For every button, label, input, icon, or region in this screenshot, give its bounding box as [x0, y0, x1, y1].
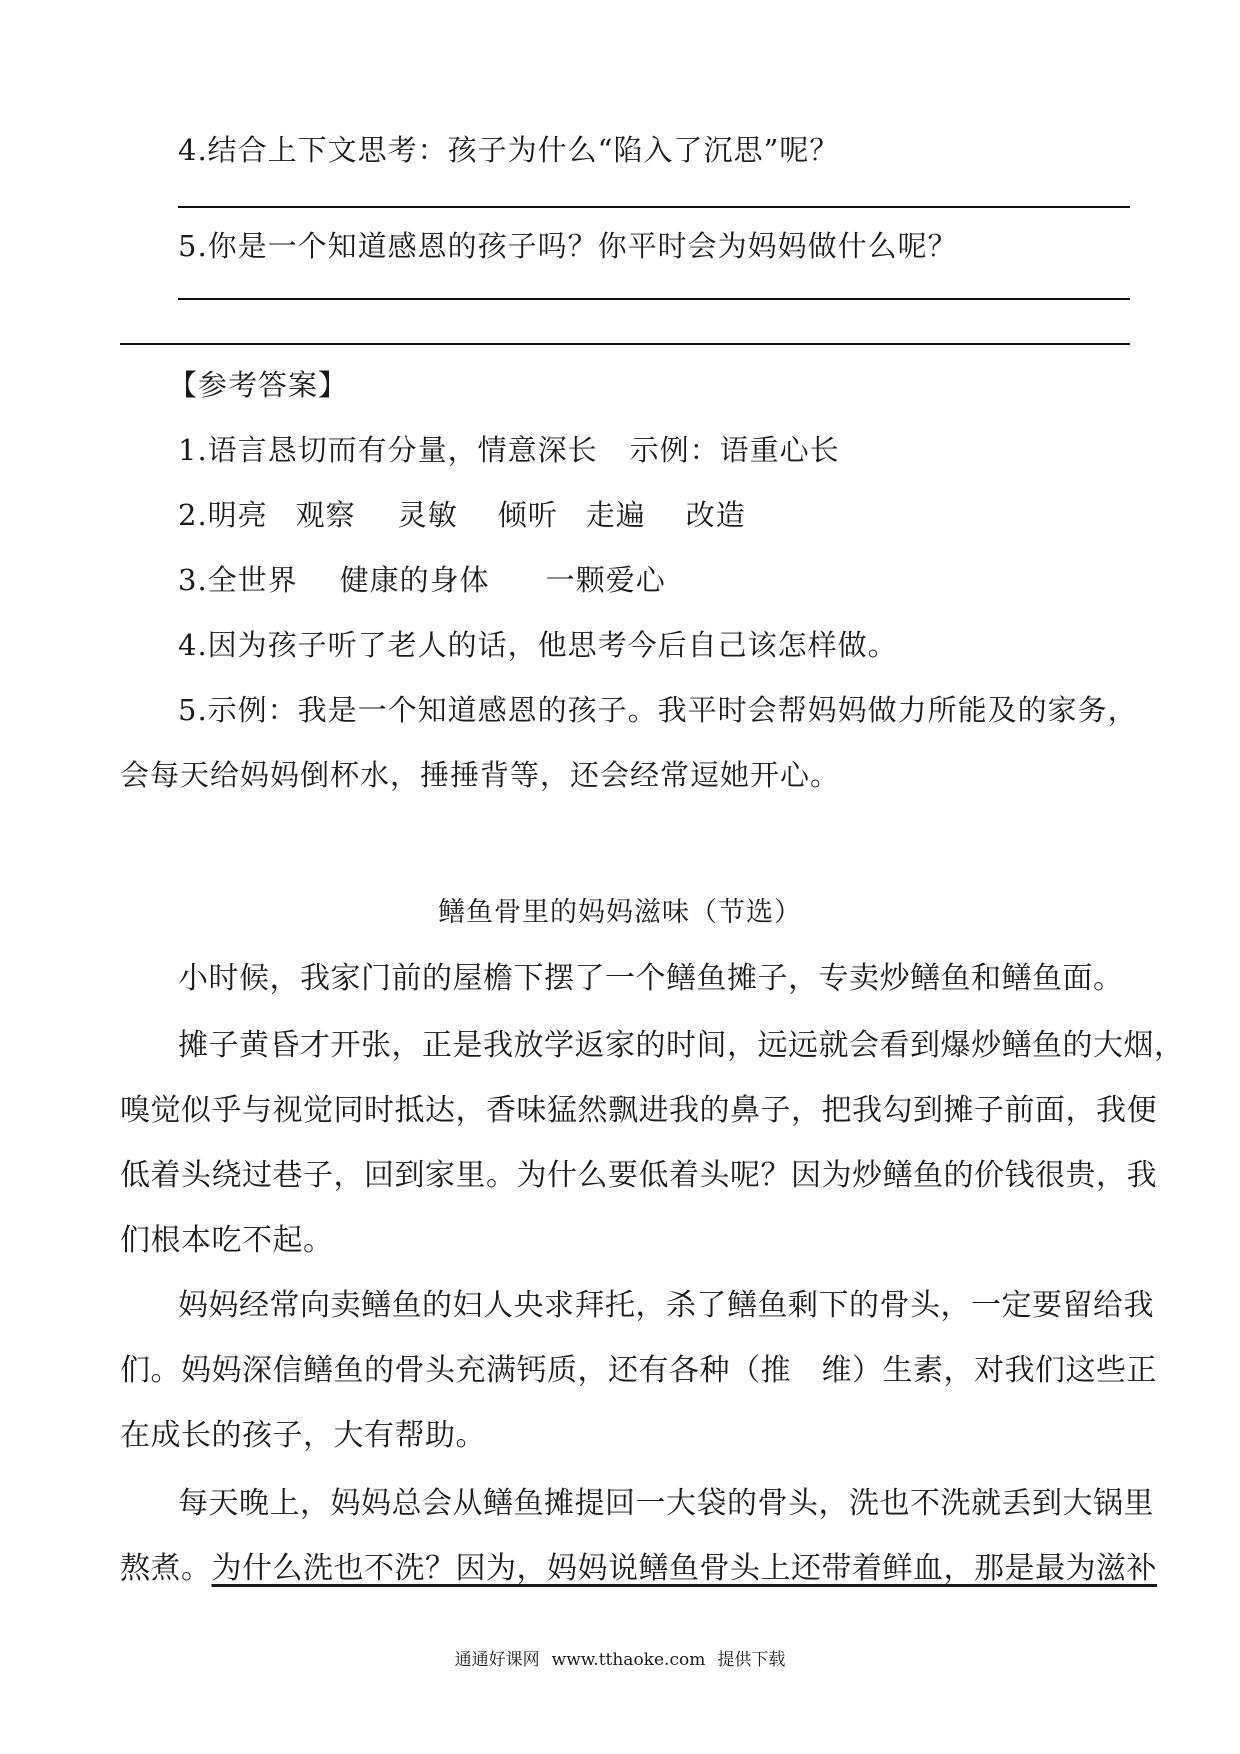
footer-site-name: 通通好课网 — [454, 1650, 540, 1670]
answer-2-item: 观察 — [295, 498, 356, 532]
answer-3-item: 一颗爱心 — [545, 563, 666, 597]
answer-line-q5-2 — [120, 343, 1130, 345]
answer-2-item: 2.明亮 — [178, 498, 268, 532]
article-paragraph-2-line-1: 摊子黄昏才开张，正是我放学返家的时间，远远就会看到爆炒鳝鱼的大烟， — [178, 1028, 1185, 1063]
page-footer — [0, 1645, 1240, 1670]
answer-2-item: 改造 — [685, 498, 746, 532]
article-paragraph-2-line-2: 嗅觉似乎与视觉同时抵达，香味猛然飘进我的鼻子，把我勾到摊子前面，我便 — [120, 1093, 1157, 1128]
article-paragraph-2-line-3: 低着头绕过巷子，回到家里。为什么要低着头呢？因为炒鳝鱼的价钱很贵，我 — [120, 1158, 1157, 1193]
answer-2 — [178, 493, 746, 534]
answer-1-text: 1.语言恳切而有分量，情意深长 — [178, 433, 598, 467]
article-paragraph-2-line-4: 们根本吃不起。 — [120, 1223, 334, 1258]
answer-3-item: 健康的身体 — [339, 563, 490, 597]
answer-5-line-1: 5.示例：我是一个知道感恩的孩子。我平时会帮妈妈做力所能及的家务， — [178, 693, 1138, 727]
paragraph-4-plain-text: 熬煮。 — [120, 1551, 212, 1586]
question-5: 5.你是一个知道感恩的孩子吗？你平时会为妈妈做什么呢？ — [178, 229, 958, 263]
article-paragraph-1: 小时候，我家门前的屋檐下摆了一个鳝鱼摊子，专卖炒鳝鱼和鳝鱼面。 — [178, 961, 1124, 996]
answer-5-line-2: 会每天给妈妈倒杯水，捶捶背等，还会经常逗她开心。 — [120, 758, 841, 792]
answer-1 — [178, 428, 840, 469]
article-paragraph-3-line-2: 们。妈妈深信鳝鱼的骨头充满钙质，还有各种（推 维）生素，对我们这些正 — [120, 1353, 1157, 1388]
answer-3 — [178, 558, 666, 599]
question-4: 4.结合上下文思考：孩子为什么“陷入了沉思”呢？ — [178, 133, 840, 167]
underlined-sentence: 为什么洗也不洗？因为，妈妈说鳝鱼骨头上还带着鲜血，那是最为滋补 — [211, 1551, 1157, 1586]
answer-2-item: 走遍 — [585, 498, 646, 532]
answer-1-example: 示例：语重心长 — [629, 433, 840, 467]
article-paragraph-3-line-1: 妈妈经常向卖鳝鱼的妇人央求拜托，杀了鳝鱼剩下的骨头，一定要留给我 — [178, 1288, 1154, 1323]
answer-2-item: 倾听 — [497, 498, 558, 532]
article-paragraph-3-line-3: 在成长的孩子，大有帮助。 — [120, 1418, 486, 1453]
answer-3-item: 3.全世界 — [178, 563, 298, 597]
article-paragraph-4-line-1: 每天晚上，妈妈总会从鳝鱼摊提回一大袋的骨头，洗也不洗就丢到大锅里 — [178, 1486, 1154, 1521]
answer-line-q5-1 — [178, 298, 1130, 300]
answer-line-q4 — [178, 206, 1130, 208]
answer-4: 4.因为孩子听了老人的话，他思考今后自己该怎样做。 — [178, 628, 898, 662]
footer-url[interactable]: www.tthaoke.com — [551, 1650, 706, 1670]
footer-note: 提供下载 — [717, 1650, 786, 1670]
answer-2-item: 灵敏 — [397, 498, 458, 532]
article-paragraph-4-line-2 — [120, 1543, 1157, 1587]
answers-heading: 【参考答案】 — [168, 368, 349, 402]
article-title: 鳝鱼骨里的妈妈滋味（节选） — [438, 897, 802, 928]
